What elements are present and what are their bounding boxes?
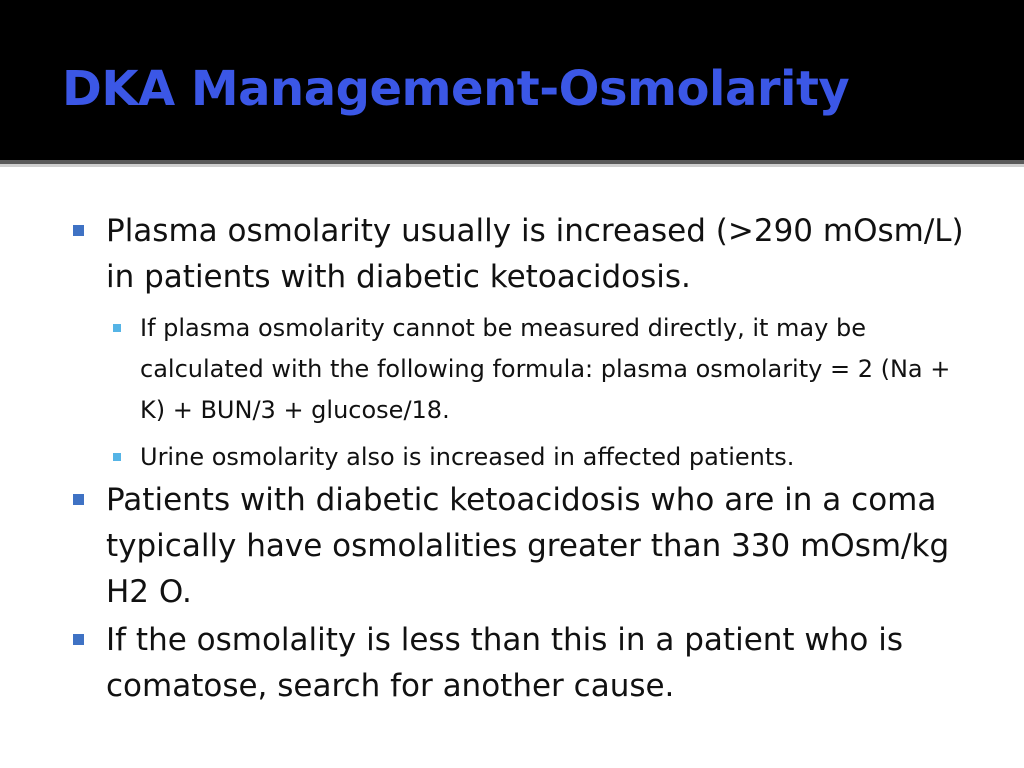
square-bullet-icon bbox=[73, 494, 84, 505]
bullet-item bbox=[106, 208, 986, 300]
slide-title: DKA Management-Osmolarity bbox=[62, 61, 850, 117]
square-bullet-icon bbox=[73, 225, 84, 236]
bullet-text: If the osmolality is less than this in a patient who is comatose, search for another cause. bbox=[106, 622, 904, 704]
sub-bullet-item bbox=[140, 437, 980, 478]
square-bullet-icon bbox=[113, 324, 121, 332]
bullet-item bbox=[106, 477, 986, 615]
sub-bullet-text: Urine osmolarity also is increased in affected patients. bbox=[140, 443, 795, 471]
slide-body bbox=[0, 167, 1024, 768]
bullet-text: Patients with diabetic ketoacidosis who are in a coma typically have osmolalities greater than 330 mOsm/kg H2 O. bbox=[106, 482, 950, 610]
square-bullet-icon bbox=[73, 634, 84, 645]
bullet-text: Plasma osmolarity usually is increased (>290 mOsm/L) in patients with diabetic ketoacidosis. bbox=[106, 213, 964, 295]
bullet-item bbox=[106, 617, 986, 709]
sub-bullet-text: If plasma osmolarity cannot be measured directly, it may be calculated with the following formula: plasma osmolarity = 2 (Na + K) + BUN/3 + glucose/18. bbox=[140, 314, 951, 424]
square-bullet-icon bbox=[113, 453, 121, 461]
title-band bbox=[0, 0, 1024, 160]
sub-bullet-item bbox=[140, 308, 980, 431]
